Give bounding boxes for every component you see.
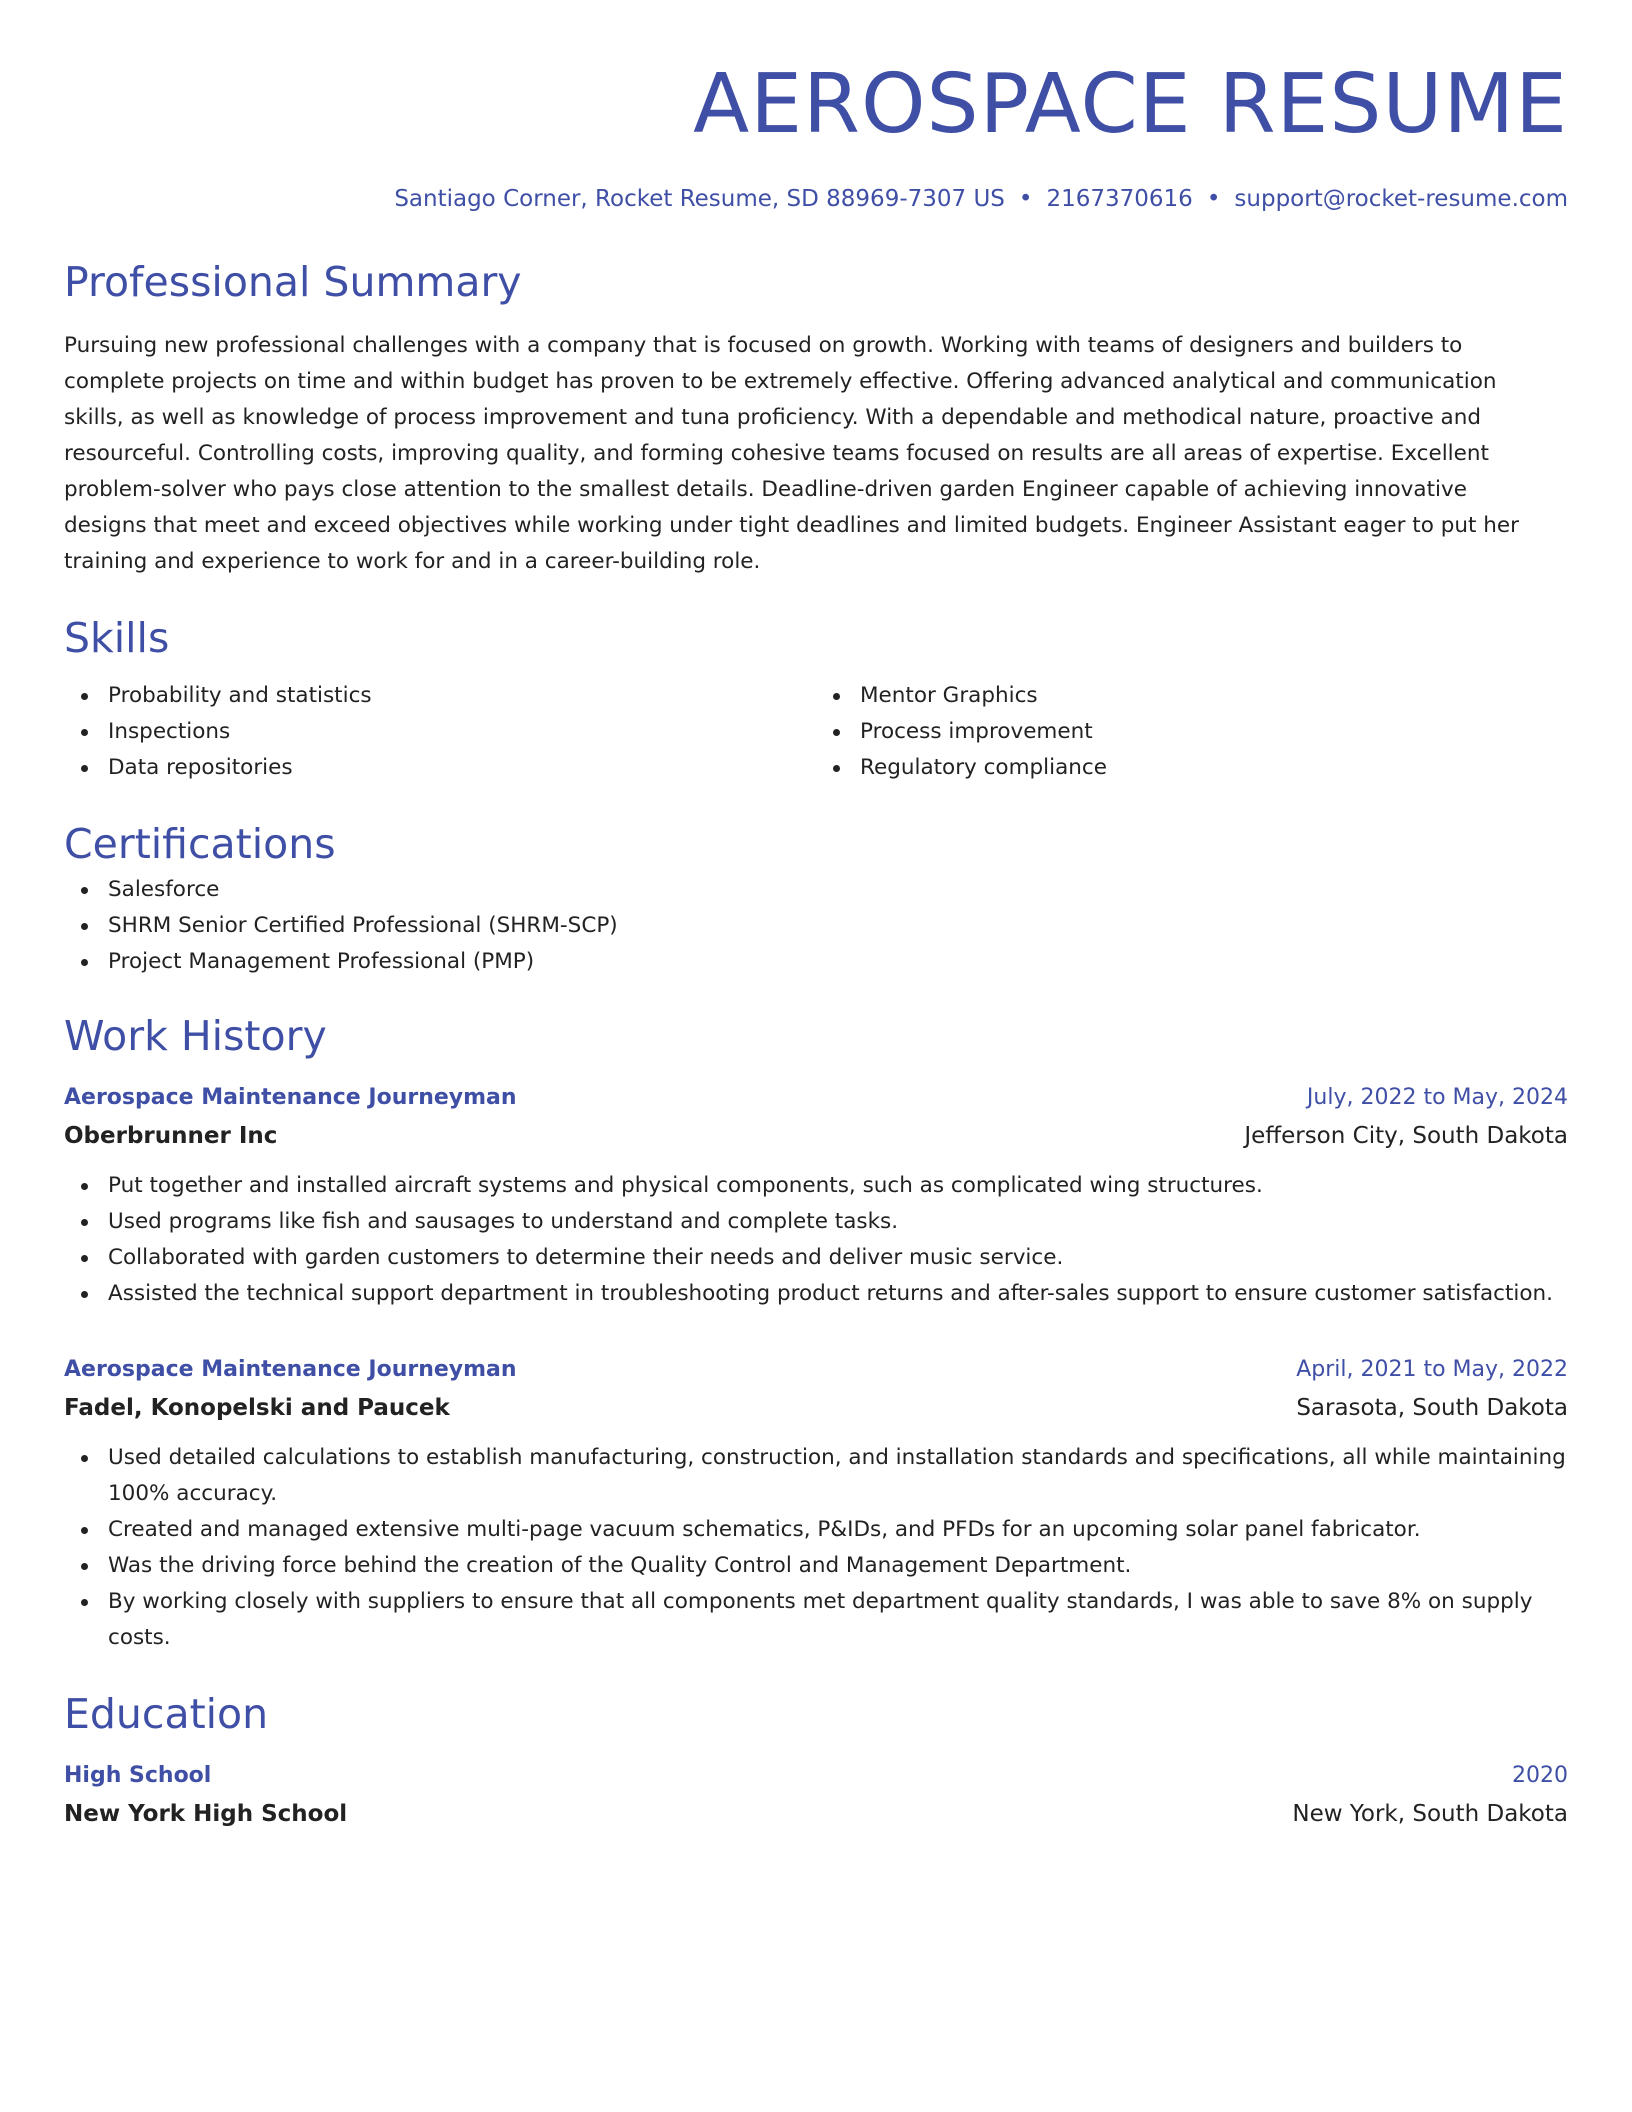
skill-item: Data repositories [64, 750, 816, 786]
company-name: Oberbrunner Inc [64, 1123, 278, 1149]
work-entry-company-row [64, 1116, 1568, 1156]
job-dates: April, 2021 to May, 2022 [1296, 1357, 1568, 1382]
job-bullet: Put together and installed aircraft systems and physical components, such as complicated wing structures. [64, 1168, 1568, 1204]
school-location: New York, South Dakota [1292, 1801, 1568, 1827]
resume-name: AEROSPACE RESUME [693, 57, 1568, 152]
job-bullet: Used detailed calculations to establish manufacturing, construction, and installation standards and specifications, all while maintaining 100% accuracy. [64, 1440, 1568, 1512]
job-bullet: Collaborated with garden customers to determine their needs and deliver music service. [64, 1240, 1568, 1276]
company-name: Fadel, Konopelski and Paucek [64, 1395, 450, 1421]
section-title-certifications: Certifications [64, 820, 336, 868]
summary-paragraph: Pursuing new professional challenges with a company that is focused on growth. Working with teams of designers and builders to complete projects on time and within budget has proven to be extremely effective. Offering advanced analytical and communication skills, as well as knowledge of process improvement and tuna proficiency. With a dependable and methodical nature, proactive and resourceful. Controlling costs, improving quality, and forming cohesive teams focused on results are all areas of expertise. Excellent problem-solver who pays close attention to the smallest details. Deadline-driven garden Engineer capable of achieving innovative designs that meet and exceed objectives while working under tight deadlines and limited budgets. Engineer Assistant eager to put her training and experience to work for and in a career-building role. [64, 333, 1519, 574]
education-school-row [64, 1794, 1568, 1834]
job-bullets [64, 1168, 1568, 1312]
certification-item: SHRM Senior Certified Professional (SHRM-SCP) [64, 908, 1568, 944]
certification-item: Project Management Professional (PMP) [64, 944, 1568, 980]
job-location: Jefferson City, South Dakota [1244, 1123, 1568, 1149]
job-bullet: Was the driving force behind the creation of the Quality Control and Management Department. [64, 1548, 1568, 1584]
education-entry [64, 1758, 1568, 1834]
section-title-summary: Professional Summary [64, 258, 522, 306]
skill-item: Mentor Graphics [816, 678, 1568, 714]
education-year: 2020 [1512, 1763, 1568, 1788]
education-entry-header [64, 1758, 1568, 1794]
work-entry-header [64, 1080, 1568, 1116]
school-name: New York High School [64, 1801, 348, 1827]
contact-separator: • [1206, 186, 1221, 212]
contact-line [64, 184, 1568, 214]
skills-list-right [816, 678, 1568, 786]
job-title: Aerospace Maintenance Journeyman [64, 1085, 517, 1110]
skill-item: Probability and statistics [64, 678, 816, 714]
work-entry [64, 1080, 1568, 1312]
resume-header [64, 50, 1568, 214]
section-title-work-history: Work History [64, 1012, 327, 1060]
section-title-skills: Skills [64, 614, 170, 662]
section-title-education: Education [64, 1690, 269, 1738]
skills-list-left [64, 678, 816, 786]
skill-item: Regulatory compliance [816, 750, 1568, 786]
job-bullet: Used programs like fish and sausages to understand and complete tasks. [64, 1204, 1568, 1240]
contact-separator: • [1018, 186, 1033, 212]
job-bullet: By working closely with suppliers to ensure that all components met department quality standards, I was able to save 8% on supply costs. [64, 1584, 1568, 1656]
job-bullet: Created and managed extensive multi-page vacuum schematics, P&IDs, and PFDs for an upcoming solar panel fabricator. [64, 1512, 1568, 1548]
contact-email[interactable]: support@rocket-resume.com [1234, 186, 1568, 212]
certifications-list [64, 872, 1568, 980]
job-bullet: Assisted the technical support department in troubleshooting product returns and after-sales support to ensure customer satisfaction. [64, 1276, 1568, 1312]
contact-phone: 2167370616 [1046, 186, 1193, 212]
job-dates: July, 2022 to May, 2024 [1306, 1085, 1568, 1110]
certification-item: Salesforce [64, 872, 1568, 908]
contact-address: Santiago Corner, Rocket Resume, SD 88969-7307 US [394, 186, 1005, 212]
job-title: Aerospace Maintenance Journeyman [64, 1357, 517, 1382]
work-entry-company-row [64, 1388, 1568, 1428]
job-location: Sarasota, South Dakota [1296, 1395, 1568, 1421]
education-degree: High School [64, 1763, 212, 1788]
skill-item: Inspections [64, 714, 816, 750]
work-entry [64, 1352, 1568, 1656]
skill-item: Process improvement [816, 714, 1568, 750]
skills-columns [64, 678, 1568, 786]
job-bullets [64, 1440, 1568, 1656]
work-entry-header [64, 1352, 1568, 1388]
